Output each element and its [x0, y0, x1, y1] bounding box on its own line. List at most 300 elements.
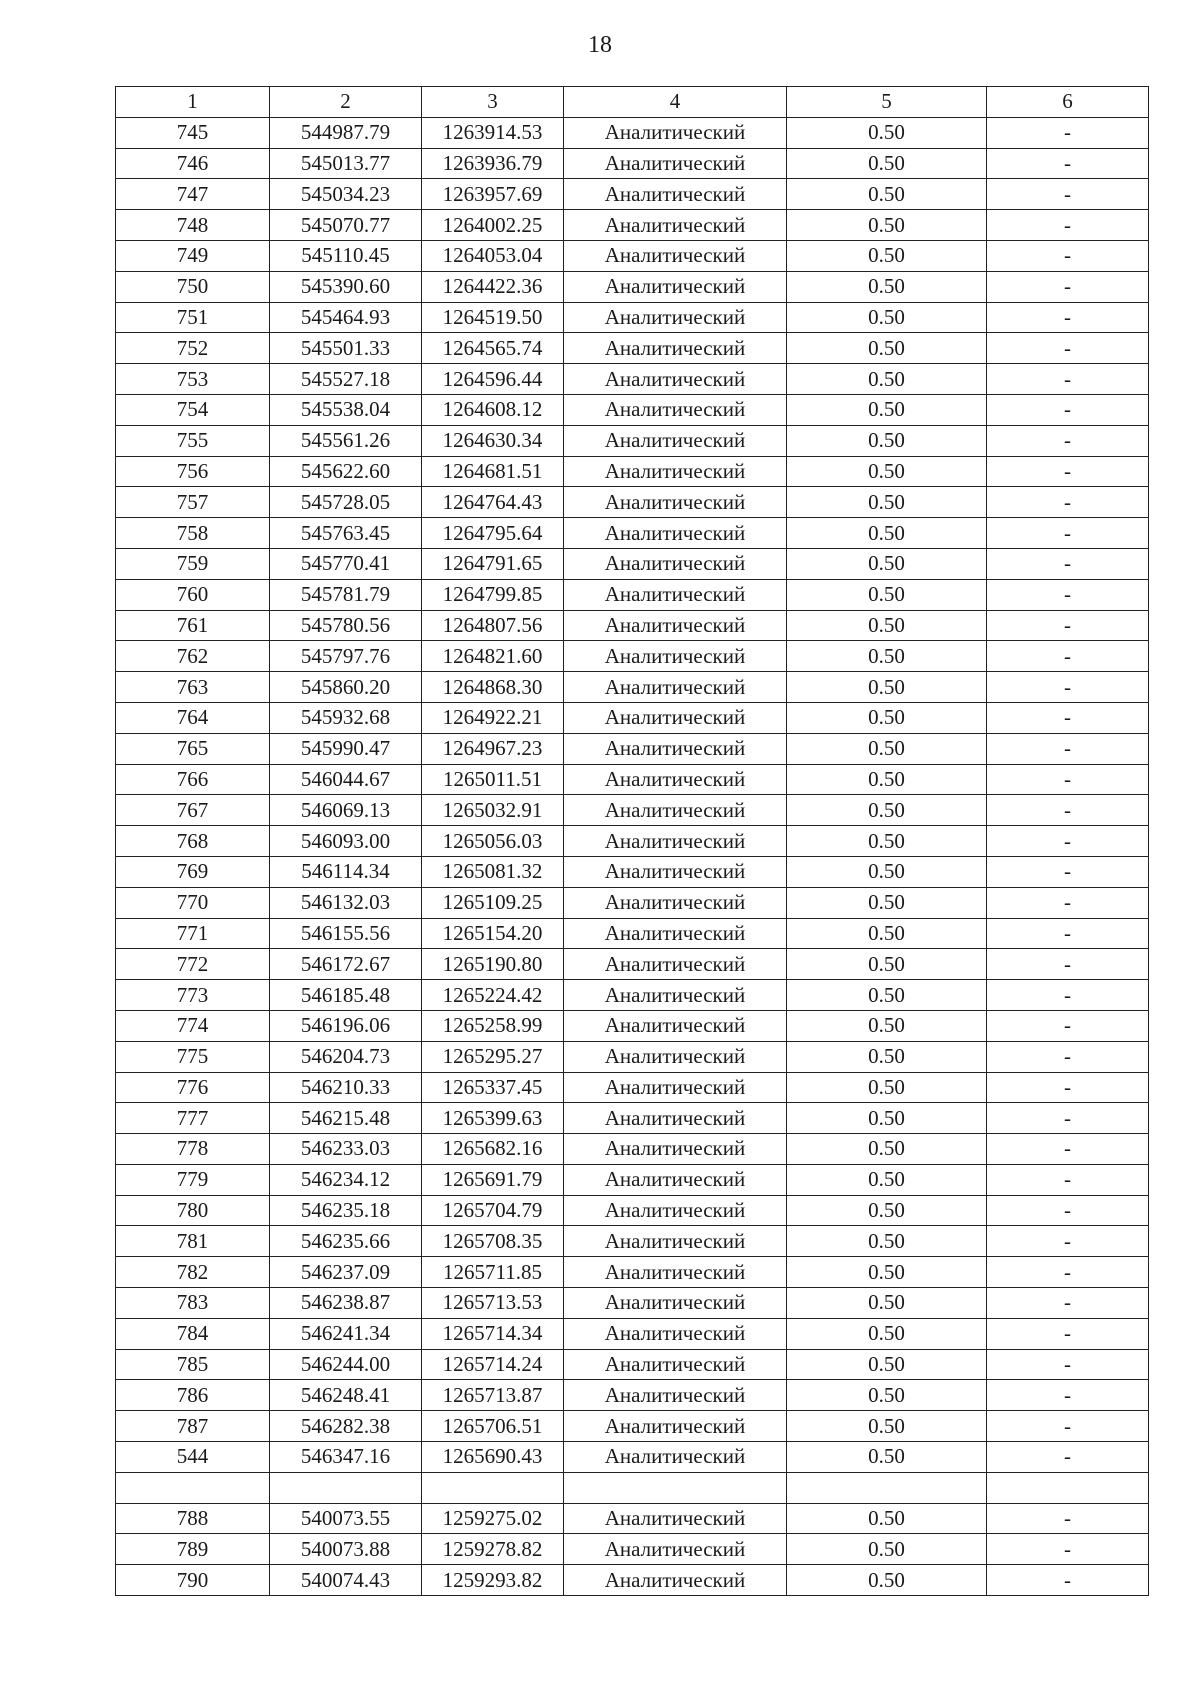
note-cell: -	[987, 856, 1149, 887]
header-cell-4: 4	[564, 87, 787, 118]
method-cell: Аналитический	[564, 1134, 787, 1165]
table-row	[116, 240, 1149, 271]
x-coordinate-cell: 545990.47	[270, 733, 422, 764]
point-number-cell: 745	[116, 117, 270, 148]
point-number-cell: 768	[116, 826, 270, 857]
note-cell: -	[987, 1041, 1149, 1072]
table-row	[116, 1503, 1149, 1534]
x-coordinate-cell: 545860.20	[270, 672, 422, 703]
accuracy-cell: 0.50	[787, 1380, 987, 1411]
table-row	[116, 1349, 1149, 1380]
point-number-cell: 781	[116, 1226, 270, 1257]
x-coordinate-cell: 540073.88	[270, 1534, 422, 1565]
note-cell: -	[987, 764, 1149, 795]
y-coordinate-cell: 1264821.60	[422, 641, 564, 672]
table-row	[116, 1565, 1149, 1596]
note-cell: -	[987, 548, 1149, 579]
accuracy-cell: 0.50	[787, 1565, 987, 1596]
accuracy-cell: 0.50	[787, 1534, 987, 1565]
method-cell: Аналитический	[564, 1072, 787, 1103]
x-coordinate-cell: 545781.79	[270, 579, 422, 610]
point-number-cell: 765	[116, 733, 270, 764]
x-coordinate-cell: 546233.03	[270, 1134, 422, 1165]
note-cell: -	[987, 1565, 1149, 1596]
accuracy-cell: 0.50	[787, 518, 987, 549]
note-cell: -	[987, 1195, 1149, 1226]
x-coordinate-cell: 545932.68	[270, 702, 422, 733]
x-coordinate-cell: 545013.77	[270, 148, 422, 179]
note-cell	[987, 1472, 1149, 1503]
x-coordinate-cell: 545770.41	[270, 548, 422, 579]
method-cell: Аналитический	[564, 1411, 787, 1442]
accuracy-cell: 0.50	[787, 487, 987, 518]
method-cell: Аналитический	[564, 826, 787, 857]
x-coordinate-cell: 546234.12	[270, 1164, 422, 1195]
note-cell: -	[987, 579, 1149, 610]
accuracy-cell: 0.50	[787, 1103, 987, 1134]
y-coordinate-cell: 1265258.99	[422, 1010, 564, 1041]
point-number-cell: 786	[116, 1380, 270, 1411]
accuracy-cell: 0.50	[787, 1226, 987, 1257]
accuracy-cell: 0.50	[787, 702, 987, 733]
x-coordinate-cell: 545527.18	[270, 364, 422, 395]
method-cell: Аналитический	[564, 980, 787, 1011]
y-coordinate-cell: 1264791.65	[422, 548, 564, 579]
y-coordinate-cell: 1265714.24	[422, 1349, 564, 1380]
accuracy-cell: 0.50	[787, 333, 987, 364]
table-row	[116, 333, 1149, 364]
table-row	[116, 456, 1149, 487]
y-coordinate-cell: 1265711.85	[422, 1257, 564, 1288]
method-cell: Аналитический	[564, 887, 787, 918]
x-coordinate-cell: 546282.38	[270, 1411, 422, 1442]
point-number-cell: 769	[116, 856, 270, 887]
x-coordinate-cell: 546248.41	[270, 1380, 422, 1411]
table-row	[116, 1288, 1149, 1319]
point-number-cell: 752	[116, 333, 270, 364]
y-coordinate-cell: 1264868.30	[422, 672, 564, 703]
point-number-cell: 767	[116, 795, 270, 826]
x-coordinate-cell: 545622.60	[270, 456, 422, 487]
note-cell: -	[987, 302, 1149, 333]
x-coordinate-cell: 545797.76	[270, 641, 422, 672]
point-number-cell: 755	[116, 425, 270, 456]
accuracy-cell: 0.50	[787, 1010, 987, 1041]
y-coordinate-cell	[422, 1472, 564, 1503]
y-coordinate-cell: 1259278.82	[422, 1534, 564, 1565]
note-cell: -	[987, 949, 1149, 980]
accuracy-cell: 0.50	[787, 764, 987, 795]
note-cell: -	[987, 1226, 1149, 1257]
note-cell: -	[987, 1134, 1149, 1165]
table-row	[116, 1072, 1149, 1103]
y-coordinate-cell: 1264596.44	[422, 364, 564, 395]
point-number-cell: 778	[116, 1134, 270, 1165]
accuracy-cell: 0.50	[787, 117, 987, 148]
y-coordinate-cell: 1265691.79	[422, 1164, 564, 1195]
table-row	[116, 179, 1149, 210]
method-cell: Аналитический	[564, 333, 787, 364]
table-row	[116, 949, 1149, 980]
note-cell: -	[987, 641, 1149, 672]
note-cell: -	[987, 364, 1149, 395]
method-cell: Аналитический	[564, 1195, 787, 1226]
x-coordinate-cell: 546238.87	[270, 1288, 422, 1319]
table-row	[116, 1226, 1149, 1257]
method-cell: Аналитический	[564, 1010, 787, 1041]
y-coordinate-cell: 1264565.74	[422, 333, 564, 364]
note-cell: -	[987, 1380, 1149, 1411]
accuracy-cell: 0.50	[787, 610, 987, 641]
point-number-cell: 747	[116, 179, 270, 210]
y-coordinate-cell: 1263936.79	[422, 148, 564, 179]
y-coordinate-cell: 1263957.69	[422, 179, 564, 210]
note-cell: -	[987, 702, 1149, 733]
point-number-cell: 764	[116, 702, 270, 733]
y-coordinate-cell: 1265713.53	[422, 1288, 564, 1319]
note-cell: -	[987, 240, 1149, 271]
method-cell: Аналитический	[564, 949, 787, 980]
table-row	[116, 1164, 1149, 1195]
x-coordinate-cell: 540073.55	[270, 1503, 422, 1534]
note-cell: -	[987, 980, 1149, 1011]
method-cell: Аналитический	[564, 733, 787, 764]
header-cell-6: 6	[987, 87, 1149, 118]
point-number-cell: 763	[116, 672, 270, 703]
x-coordinate-cell: 546235.18	[270, 1195, 422, 1226]
table-row	[116, 1195, 1149, 1226]
point-number-cell: 782	[116, 1257, 270, 1288]
table-row	[116, 733, 1149, 764]
header-cell-5: 5	[787, 87, 987, 118]
x-coordinate-cell: 546215.48	[270, 1103, 422, 1134]
table-row	[116, 918, 1149, 949]
table-row	[116, 702, 1149, 733]
point-number-cell: 772	[116, 949, 270, 980]
y-coordinate-cell: 1264422.36	[422, 271, 564, 302]
point-number-cell: 774	[116, 1010, 270, 1041]
table-row	[116, 1318, 1149, 1349]
accuracy-cell: 0.50	[787, 425, 987, 456]
note-cell: -	[987, 1318, 1149, 1349]
x-coordinate-cell: 546069.13	[270, 795, 422, 826]
x-coordinate-cell: 546172.67	[270, 949, 422, 980]
x-coordinate-cell: 546155.56	[270, 918, 422, 949]
y-coordinate-cell: 1265154.20	[422, 918, 564, 949]
accuracy-cell: 0.50	[787, 887, 987, 918]
method-cell: Аналитический	[564, 518, 787, 549]
y-coordinate-cell: 1264053.04	[422, 240, 564, 271]
point-number-cell: 775	[116, 1041, 270, 1072]
point-number-cell: 785	[116, 1349, 270, 1380]
accuracy-cell: 0.50	[787, 1041, 987, 1072]
table-row	[116, 1134, 1149, 1165]
accuracy-cell: 0.50	[787, 1442, 987, 1473]
header-row	[116, 87, 1149, 118]
method-cell: Аналитический	[564, 210, 787, 241]
accuracy-cell: 0.50	[787, 364, 987, 395]
x-coordinate-cell: 545464.93	[270, 302, 422, 333]
method-cell: Аналитический	[564, 641, 787, 672]
y-coordinate-cell: 1264002.25	[422, 210, 564, 241]
accuracy-cell: 0.50	[787, 1195, 987, 1226]
point-number-cell: 770	[116, 887, 270, 918]
note-cell: -	[987, 425, 1149, 456]
method-cell: Аналитический	[564, 302, 787, 333]
y-coordinate-cell: 1265032.91	[422, 795, 564, 826]
table-row	[116, 1442, 1149, 1473]
note-cell: -	[987, 1010, 1149, 1041]
accuracy-cell: 0.50	[787, 856, 987, 887]
table-row	[116, 579, 1149, 610]
point-number-cell: 754	[116, 394, 270, 425]
method-cell	[564, 1472, 787, 1503]
note-cell: -	[987, 1349, 1149, 1380]
y-coordinate-cell: 1265706.51	[422, 1411, 564, 1442]
x-coordinate-cell: 545501.33	[270, 333, 422, 364]
note-cell: -	[987, 117, 1149, 148]
note-cell: -	[987, 394, 1149, 425]
y-coordinate-cell: 1259293.82	[422, 1565, 564, 1596]
method-cell: Аналитический	[564, 487, 787, 518]
table-row	[116, 271, 1149, 302]
method-cell: Аналитический	[564, 456, 787, 487]
coordinates-table	[115, 86, 1149, 1596]
method-cell: Аналитический	[564, 240, 787, 271]
point-number-cell: 788	[116, 1503, 270, 1534]
method-cell: Аналитический	[564, 918, 787, 949]
note-cell: -	[987, 1164, 1149, 1195]
x-coordinate-cell: 546093.00	[270, 826, 422, 857]
method-cell: Аналитический	[564, 425, 787, 456]
y-coordinate-cell: 1265109.25	[422, 887, 564, 918]
table-row	[116, 302, 1149, 333]
point-number-cell: 544	[116, 1442, 270, 1473]
y-coordinate-cell: 1265399.63	[422, 1103, 564, 1134]
accuracy-cell: 0.50	[787, 1503, 987, 1534]
point-number-cell: 783	[116, 1288, 270, 1319]
point-number-cell: 746	[116, 148, 270, 179]
page-number: 18	[588, 32, 612, 58]
table-row	[116, 210, 1149, 241]
method-cell: Аналитический	[564, 1380, 787, 1411]
point-number-cell: 784	[116, 1318, 270, 1349]
table-row	[116, 1041, 1149, 1072]
table-row	[116, 1010, 1149, 1041]
accuracy-cell: 0.50	[787, 1288, 987, 1319]
x-coordinate-cell: 546204.73	[270, 1041, 422, 1072]
table-row	[116, 487, 1149, 518]
x-coordinate-cell: 546235.66	[270, 1226, 422, 1257]
y-coordinate-cell: 1264681.51	[422, 456, 564, 487]
table-row	[116, 1257, 1149, 1288]
method-cell: Аналитический	[564, 856, 787, 887]
accuracy-cell: 0.50	[787, 548, 987, 579]
y-coordinate-cell: 1265708.35	[422, 1226, 564, 1257]
y-coordinate-cell: 1264967.23	[422, 733, 564, 764]
method-cell: Аналитический	[564, 1534, 787, 1565]
note-cell: -	[987, 918, 1149, 949]
point-number-cell: 753	[116, 364, 270, 395]
method-cell: Аналитический	[564, 1257, 787, 1288]
method-cell: Аналитический	[564, 1565, 787, 1596]
y-coordinate-cell: 1265011.51	[422, 764, 564, 795]
accuracy-cell: 0.50	[787, 302, 987, 333]
method-cell: Аналитический	[564, 764, 787, 795]
table-row	[116, 364, 1149, 395]
table-row	[116, 1380, 1149, 1411]
y-coordinate-cell: 1265056.03	[422, 826, 564, 857]
accuracy-cell: 0.50	[787, 733, 987, 764]
accuracy-cell: 0.50	[787, 1164, 987, 1195]
table-row	[116, 1472, 1149, 1503]
note-cell: -	[987, 672, 1149, 703]
y-coordinate-cell: 1265190.80	[422, 949, 564, 980]
note-cell: -	[987, 795, 1149, 826]
method-cell: Аналитический	[564, 1226, 787, 1257]
point-number-cell	[116, 1472, 270, 1503]
x-coordinate-cell: 545034.23	[270, 179, 422, 210]
y-coordinate-cell: 1265704.79	[422, 1195, 564, 1226]
note-cell: -	[987, 456, 1149, 487]
y-coordinate-cell: 1264630.34	[422, 425, 564, 456]
note-cell: -	[987, 271, 1149, 302]
table-row	[116, 148, 1149, 179]
y-coordinate-cell: 1259275.02	[422, 1503, 564, 1534]
method-cell: Аналитический	[564, 1288, 787, 1319]
header-cell-2: 2	[270, 87, 422, 118]
x-coordinate-cell: 545763.45	[270, 518, 422, 549]
x-coordinate-cell: 546196.06	[270, 1010, 422, 1041]
table-header	[116, 87, 1149, 118]
accuracy-cell	[787, 1472, 987, 1503]
method-cell: Аналитический	[564, 117, 787, 148]
method-cell: Аналитический	[564, 702, 787, 733]
note-cell: -	[987, 179, 1149, 210]
y-coordinate-cell: 1264807.56	[422, 610, 564, 641]
note-cell: -	[987, 1503, 1149, 1534]
accuracy-cell: 0.50	[787, 1134, 987, 1165]
method-cell: Аналитический	[564, 364, 787, 395]
point-number-cell: 762	[116, 641, 270, 672]
point-number-cell: 750	[116, 271, 270, 302]
point-number-cell: 760	[116, 579, 270, 610]
table-row	[116, 641, 1149, 672]
note-cell: -	[987, 1257, 1149, 1288]
x-coordinate-cell: 545110.45	[270, 240, 422, 271]
point-number-cell: 773	[116, 980, 270, 1011]
table-row	[116, 887, 1149, 918]
y-coordinate-cell: 1265081.32	[422, 856, 564, 887]
point-number-cell: 761	[116, 610, 270, 641]
x-coordinate-cell: 545070.77	[270, 210, 422, 241]
point-number-cell: 766	[116, 764, 270, 795]
accuracy-cell: 0.50	[787, 271, 987, 302]
table-row	[116, 610, 1149, 641]
method-cell: Аналитический	[564, 1103, 787, 1134]
table-row	[116, 980, 1149, 1011]
note-cell: -	[987, 1072, 1149, 1103]
method-cell: Аналитический	[564, 179, 787, 210]
note-cell: -	[987, 1288, 1149, 1319]
note-cell: -	[987, 148, 1149, 179]
note-cell: -	[987, 1534, 1149, 1565]
y-coordinate-cell: 1264795.64	[422, 518, 564, 549]
y-coordinate-cell: 1264764.43	[422, 487, 564, 518]
accuracy-cell: 0.50	[787, 949, 987, 980]
note-cell: -	[987, 333, 1149, 364]
point-number-cell: 748	[116, 210, 270, 241]
accuracy-cell: 0.50	[787, 579, 987, 610]
table-row	[116, 672, 1149, 703]
method-cell: Аналитический	[564, 579, 787, 610]
method-cell: Аналитический	[564, 672, 787, 703]
y-coordinate-cell: 1264519.50	[422, 302, 564, 333]
note-cell: -	[987, 887, 1149, 918]
method-cell: Аналитический	[564, 1442, 787, 1473]
accuracy-cell: 0.50	[787, 641, 987, 672]
note-cell: -	[987, 487, 1149, 518]
x-coordinate-cell: 545780.56	[270, 610, 422, 641]
accuracy-cell: 0.50	[787, 210, 987, 241]
header-cell-3: 3	[422, 87, 564, 118]
x-coordinate-cell	[270, 1472, 422, 1503]
table-body	[116, 117, 1149, 1595]
table-row	[116, 1534, 1149, 1565]
accuracy-cell: 0.50	[787, 240, 987, 271]
method-cell: Аналитический	[564, 148, 787, 179]
point-number-cell: 779	[116, 1164, 270, 1195]
table-row	[116, 425, 1149, 456]
x-coordinate-cell: 540074.43	[270, 1565, 422, 1596]
accuracy-cell: 0.50	[787, 394, 987, 425]
method-cell: Аналитический	[564, 1349, 787, 1380]
point-number-cell: 757	[116, 487, 270, 518]
y-coordinate-cell: 1265714.34	[422, 1318, 564, 1349]
table-row	[116, 826, 1149, 857]
x-coordinate-cell: 546237.09	[270, 1257, 422, 1288]
point-number-cell: 777	[116, 1103, 270, 1134]
accuracy-cell: 0.50	[787, 918, 987, 949]
table-row	[116, 518, 1149, 549]
accuracy-cell: 0.50	[787, 456, 987, 487]
note-cell: -	[987, 610, 1149, 641]
point-number-cell: 790	[116, 1565, 270, 1596]
header-cell-1: 1	[116, 87, 270, 118]
y-coordinate-cell: 1265690.43	[422, 1442, 564, 1473]
accuracy-cell: 0.50	[787, 672, 987, 703]
note-cell: -	[987, 1103, 1149, 1134]
y-coordinate-cell: 1264608.12	[422, 394, 564, 425]
note-cell: -	[987, 1442, 1149, 1473]
y-coordinate-cell: 1265224.42	[422, 980, 564, 1011]
table-row	[116, 548, 1149, 579]
note-cell: -	[987, 826, 1149, 857]
note-cell: -	[987, 210, 1149, 241]
x-coordinate-cell: 546244.00	[270, 1349, 422, 1380]
x-coordinate-cell: 546044.67	[270, 764, 422, 795]
table-row	[116, 1411, 1149, 1442]
point-number-cell: 751	[116, 302, 270, 333]
table-row	[116, 764, 1149, 795]
accuracy-cell: 0.50	[787, 795, 987, 826]
y-coordinate-cell: 1263914.53	[422, 117, 564, 148]
note-cell: -	[987, 733, 1149, 764]
method-cell: Аналитический	[564, 1164, 787, 1195]
point-number-cell: 787	[116, 1411, 270, 1442]
accuracy-cell: 0.50	[787, 1072, 987, 1103]
method-cell: Аналитический	[564, 1318, 787, 1349]
